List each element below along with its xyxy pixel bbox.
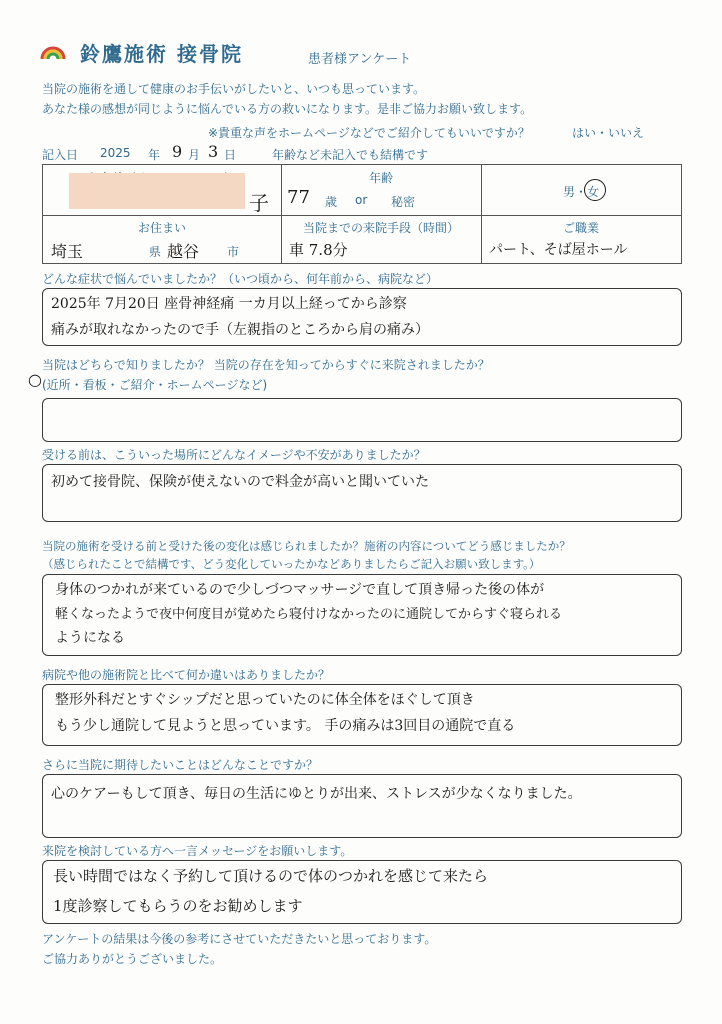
address-pref-unit: 県 bbox=[149, 245, 162, 259]
footer-line-2: ご協力ありがとうございました。 bbox=[42, 952, 223, 966]
question-6-label: さらに当院に期待したいことはどんなことですか？ bbox=[42, 758, 319, 772]
question-7-label: 来院を検討している方へ一言メッセージをお願いします。 bbox=[42, 844, 353, 858]
question-4-answer-line-1: 身体のつかれが来ているので少しづつマッサージで直して頂き帰った後の体が bbox=[55, 582, 545, 598]
consent-options[interactable]: はい・いいえ bbox=[572, 126, 645, 140]
question-4-answer-line-3: ようになる bbox=[55, 630, 125, 646]
entry-date-year-unit: 年 bbox=[148, 148, 161, 162]
question-1-label: どんな症状で悩んでいましたか？（いつ頃から、何年前から、病院など） bbox=[42, 272, 439, 286]
question-6-answer-line-1: 心のケアーもして頂き、毎日の生活にゆとりが出来、ストレスが少なくなりました。 bbox=[51, 786, 582, 802]
entry-date-day: 3 bbox=[208, 142, 219, 161]
consent-question: ※貴重な声をホームページなどでご紹介してもいいですか？ bbox=[208, 126, 530, 140]
footer-line-1: アンケートの結果は今後の参考にさせていただきたいと思っております。 bbox=[42, 932, 437, 946]
transport-value[interactable]: 車 7.8分 bbox=[289, 241, 348, 259]
question-3-label: 受ける前は、こういった場所にどんなイメージや不安がありましたか？ bbox=[42, 448, 426, 462]
question-4-sublabel: （感じられたことで結構です、どう変化していったかなどありましたらご記入お願い致します。） bbox=[42, 557, 541, 571]
transport-label: 当院までの来院手段（時間） bbox=[302, 221, 459, 235]
age-value[interactable]: 77 bbox=[287, 187, 310, 208]
address-city-unit: 市 bbox=[227, 245, 240, 259]
job-label: ご職業 bbox=[562, 221, 599, 235]
question-1-answer-box[interactable] bbox=[42, 288, 682, 346]
entry-date-day-unit: 日 bbox=[224, 148, 237, 162]
survey-title: 患者様アンケート bbox=[308, 52, 412, 67]
question-4-label: 当院の施術を受ける前と受けた後の変化は感じられましたか？施術の内容についてどう感じましたか？ bbox=[42, 539, 571, 553]
job-value[interactable]: パート、そば屋ホール bbox=[489, 242, 628, 258]
entry-date-note: 年齢など未記入でも結構です bbox=[272, 148, 429, 162]
question-2-circle-mark: ○ bbox=[28, 370, 42, 389]
address-pref[interactable]: 埼玉 bbox=[51, 242, 84, 261]
question-1-answer-line-2: 痛みが取れなかったので手（左親指のところから肩の痛み） bbox=[51, 322, 429, 338]
question-6-answer-box[interactable] bbox=[42, 774, 682, 838]
address-label: お住まい bbox=[137, 221, 186, 235]
question-5-answer-line-1: 整形外科だとすぐシップだと思っていたのに体全体をほぐして頂き bbox=[55, 692, 475, 708]
clinic-logo-icon bbox=[40, 44, 66, 60]
question-1-answer-line-1: 2025年 7月20日 座骨神経痛 一カ月以上経ってから診察 bbox=[51, 296, 407, 312]
question-2-answer-box[interactable] bbox=[42, 398, 682, 442]
question-7-answer-line-1: 長い時間ではなく予約して頂けるので体のつかれを感じて来たら bbox=[53, 867, 489, 885]
question-2-label: 当院はどちらで知りましたか？ 当院の存在を知ってからすぐに来院されましたか？ bbox=[42, 358, 490, 372]
gender-circle-mark bbox=[584, 179, 606, 201]
question-3-answer-box[interactable] bbox=[42, 464, 682, 522]
entry-date-year: 2025 bbox=[100, 146, 131, 160]
entry-date-month-unit: 月 bbox=[188, 148, 201, 162]
gender-options[interactable]: 男・女 bbox=[562, 185, 599, 199]
question-7-answer-line-2: 1度診察してもらうのをお勧めします bbox=[53, 897, 303, 915]
question-4-answer-box[interactable] bbox=[42, 574, 682, 656]
question-2-sublabel: (近所・看板・ご紹介・ホームページなど) bbox=[42, 378, 268, 392]
profile-table bbox=[42, 164, 682, 264]
age-unit: 歳 bbox=[325, 195, 338, 209]
question-5-answer-box[interactable] bbox=[42, 684, 682, 746]
name-redaction bbox=[69, 173, 245, 209]
age-label: 年齢 bbox=[368, 171, 393, 185]
intro-line-1: 当院の施術を通して健康のお手伝いがしたいと、いつも思っています。 bbox=[42, 82, 426, 96]
question-7-answer-box[interactable] bbox=[42, 860, 682, 924]
question-3-answer-line-1: 初めて接骨院、保険が使えないので料金が高いと聞いていた bbox=[51, 474, 429, 490]
address-city[interactable]: 越谷 bbox=[167, 242, 200, 261]
entry-date-month: 9 bbox=[172, 142, 183, 161]
question-4-answer-line-2: 軽くなったようで夜中何度目が覚めたら寝付けなかったのに通院してからすぐ寝られる bbox=[55, 607, 563, 622]
intro-line-2: あなた様の感想が同じように悩んでいる方の救いになります。是非ご協力お願い致します。 bbox=[42, 102, 533, 116]
entry-date-label: 記入日 bbox=[42, 148, 79, 162]
clinic-name: 鈴鷹施術 接骨院 bbox=[80, 42, 243, 66]
question-5-answer-line-2: もう少し通院して見ようと思っています。 手の痛みは3回目の通院で直る bbox=[55, 718, 516, 734]
question-5-label: 病院や他の施術院と比べて何か違いはありましたか？ bbox=[42, 668, 331, 682]
name-value[interactable]: 子 bbox=[249, 191, 269, 215]
age-or: or bbox=[355, 193, 368, 207]
age-secret: 秘密 bbox=[391, 195, 416, 209]
